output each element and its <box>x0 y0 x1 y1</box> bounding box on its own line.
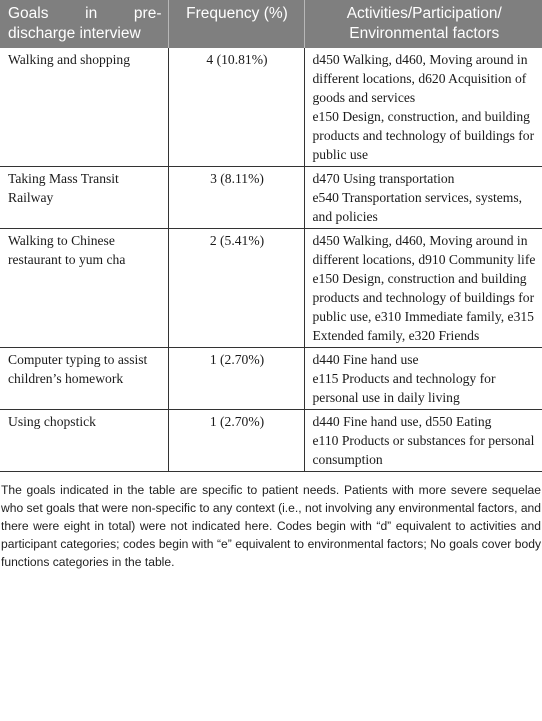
goal-cell: Using chopstick <box>0 410 168 472</box>
table-row <box>0 410 542 472</box>
icf-environment-codes: e115 Products and technology for personal use in daily living <box>312 371 496 405</box>
icf-activity-codes: d470 Using transportation <box>312 171 455 186</box>
icf-cell <box>304 48 542 167</box>
frequency-cell: 1 (2.70%) <box>168 348 304 410</box>
icf-environment-codes: e150 Design, construction and building products and technology of buildings for public use, e310 Immediate family, e315 Extended family, e320 Friends <box>312 271 535 343</box>
goal-cell: Walking to Chinese restaurant to yum cha <box>0 229 168 348</box>
frequency-cell: 1 (2.70%) <box>168 410 304 472</box>
table-body <box>0 48 542 472</box>
table-row <box>0 229 542 348</box>
frequency-cell: 2 (5.41%) <box>168 229 304 348</box>
goal-cell: Taking Mass Transit Railway <box>0 167 168 229</box>
icf-environment-codes: e150 Design, construction, and building products and technology of buildings for public use <box>312 109 535 162</box>
icf-environment-codes: e110 Products or substances for personal consumption <box>312 433 535 467</box>
table-header <box>0 0 542 48</box>
icf-cell <box>304 167 542 229</box>
frequency-cell: 4 (10.81%) <box>168 48 304 167</box>
icf-cell <box>304 410 542 472</box>
frequency-cell: 3 (8.11%) <box>168 167 304 229</box>
header-icf-categories: Activities/Participation/ Environmental factors <box>304 0 542 48</box>
goal-cell: Computer typing to assist children’s homework <box>0 348 168 410</box>
table-row <box>0 167 542 229</box>
icf-activity-codes: d440 Fine hand use, d550 Eating <box>312 414 492 429</box>
header-frequency: Frequency (%) <box>168 0 304 48</box>
icf-cell <box>304 348 542 410</box>
header-goals: Goals in pre-discharge interview <box>0 0 168 48</box>
goal-cell: Walking and shopping <box>0 48 168 167</box>
icf-activity-codes: d450 Walking, d460, Moving around in different locations, d620 Acquisition of goods and services <box>312 52 528 105</box>
table-row <box>0 48 542 167</box>
table-footnote: The goals indicated in the table are specific to patient needs. Patients with more severe sequelae who set goals that were non-specific to any context (i.e., not involving any environmental factors, and there were eight in total) were not indicated here. Codes begin with “d” equivalent to activities and participant categories; codes begin with “e” equivalent to environmental factors; No goals cover body functions categories in the table. <box>1 483 541 569</box>
icf-activity-codes: d440 Fine hand use <box>312 352 419 367</box>
icf-activity-codes: d450 Walking, d460, Moving around in different locations, d910 Community life <box>312 233 536 267</box>
header-row <box>0 0 542 48</box>
icf-environment-codes: e540 Transportation services, systems, and policies <box>312 190 523 224</box>
table-row <box>0 348 542 410</box>
icf-cell <box>304 229 542 348</box>
